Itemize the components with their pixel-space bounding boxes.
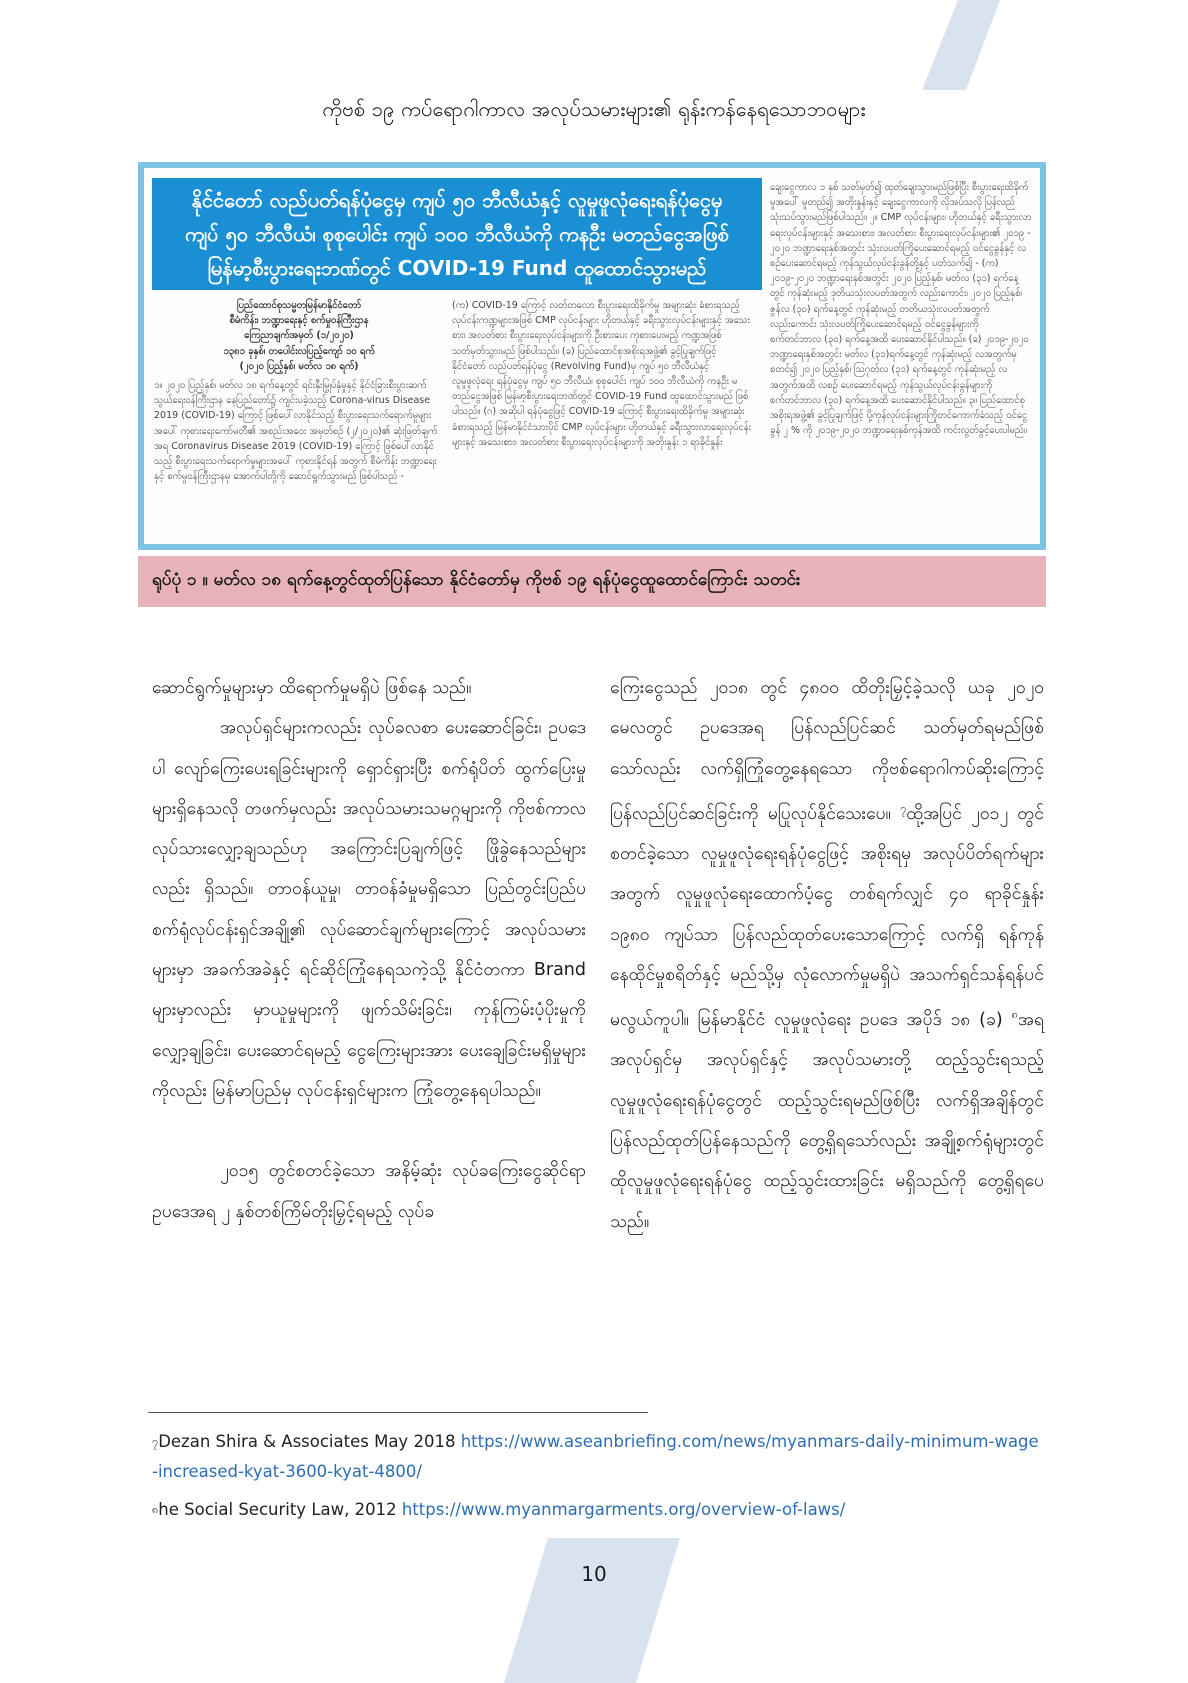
- footnote-ref-8[interactable]: ၈: [1011, 1008, 1018, 1022]
- figure-caption-text: ရုပ်ပုံ ၁ ။ မတ်လ ၁၈ ရက်နေ့တွင်ထုတ်ပြန်သော နိုင်ငံတော်မှ ကိုဗစ် ၁၉ ရန်ပုံငွေထူထောင်ကြောင်း သတင်း: [152, 570, 801, 590]
- figure-frame: [138, 162, 1046, 550]
- headline-line-3: မြန်မာ့စီးပွားရေးဘဏ်တွင် COVID-19 Fund ထူထောင်သွားမည်: [207, 256, 707, 280]
- announcement-heading-5: (၂၀၂၀ ပြည့်နှစ်၊ မတ်လ ၁၈ ရက်): [239, 360, 359, 372]
- footnote-8-mark: ၈: [152, 1503, 159, 1516]
- news-headline-banner: [152, 178, 762, 290]
- left-paragraph-3: ၂၀၁၅ တွင်စတင်ခဲ့သော အနိမ့်ဆုံး လုပ်ခကြေးငွေဆိုင်ရာ ဥပဒေအရ ၂ နှစ်တစ်ကြိမ်တိုးမြှင့်ရမည့် လုပ်ခ: [152, 1161, 586, 1222]
- footnote-8: [152, 1495, 1052, 1525]
- body-left-column: [152, 668, 586, 1232]
- headline-line-2: ကျပ် ၅၀ ဘီလီယံ၊ စုစုပေါင်း ကျပ် ၁၀၀ ဘီလီယံကို ကနဦး မတည်ငွေအဖြစ်: [185, 222, 729, 246]
- bottom-decorative-shape: [0, 1538, 1188, 1683]
- page-number: 10: [581, 1562, 607, 1586]
- running-header-title: ကိုဗစ် ၁၉ ကပ်ရောဂါကာလ အလုပ်သမားများ၏ ရုန်းကန်နေရသောဘဝများ: [322, 97, 866, 121]
- body-right-column: [610, 668, 1044, 1242]
- announcement-paragraph: ၁။ ၂၀၂၀ ပြည့်နှစ်၊ မတ်လ ၁၈ ရက်နေ့တွင် ရင်းနှီးမြှုပ်နှံမှုနှင့် နိုင်ငံခြားစီးပွားဆက်သွယ်ရေးဝန်ကြီးဌာန နေပြည်တော်၌ ကျင်းပခဲ့သည့် Corona-virus Disease 2019 (COVID-19) ကြောင့် ဖြစ်ပေါ်လာနိုင်သည့် စီးပွားရေးသက်ရောက်မှုများအပေါ် ကုစားရေးကော်မတီ၏ အစည်းအဝေး အမှတ်စဉ် (၂/၂၀၂၀)၏ ဆုံးဖြတ်ချက်အရ Coronavirus Disease 2019 (COVID-19) ကြောင့် ဖြစ်ပေါ်လာနိုင်သည့် စီးပွားရေးသက်ရောက်မှုများအပေါ် ကုစားနိုင်ရန် အတွက် စီမံကိန်း ဘဏ္ဍာရေးနှင့် စက်မှုဝန်ကြီးဌာနမှ အောက်ပါတို့ကို ဆောင်ရွက်သွားမည် ဖြစ်ပါသည် -: [154, 380, 438, 483]
- news-column-2: [452, 298, 752, 538]
- announcement-heading-3: ကြေညာချက်အမှတ် (၁/၂၀၂၀): [244, 330, 354, 342]
- footnote-7-link-cont[interactable]: -increased-kyat-3600-kyat-4800/: [152, 1462, 422, 1481]
- footnote-7-text: Dezan Shira & Associates May 2018: [158, 1432, 461, 1451]
- footnote-7-link[interactable]: https://www.aseanbriefing.com/news/myanmars-daily-minimum-wage: [460, 1432, 1039, 1451]
- news-column-3-text: ချေးငွေကာလ ၁ နှစ် သတ်မှတ်၍ ထုတ်ချေးသွားမည်ဖြစ်ပြီး စီးပွားရေးထိခိုက်မှုအပေါ် မူတည်၍ အတိုးနှုန်းနှင့် ချေးငွေကာလကို လိုအပ်သလို ပြန်လည်သုံးသပ်သွားမည်ဖြစ်ပါသည်။ ၂။ CMP လုပ်ငန်းများ၊ ဟိုတယ်နှင့် ခရီးသွားလာရေးလုပ်ငန်းများနှင့် အသေးစား၊ အလတ်စား စီးပွားရေးလုပ်ငန်းများ၏ ၂၀၁၉ - ၂၀၂၀ ဘဏ္ဍာရေးနှစ်အတွင်း သုံးလပတ်ကြိုပေးဆောင်ရမည့် ဝင်ငွေခွန်နှင့် လစဉ်ပေးဆောင်ရမည့် ကုန်သွယ်လုပ်ငန်းခွန်တို့နှင့် ပတ်သက်၍ - (က) ၂၀၁၉-၂၀၂၀ ဘဏ္ဍာရေးနှစ်အတွင်း ၂၀၂၀ ပြည့်နှစ်၊ မတ်လ (၃၁) ရက်နေ့တွင် ကုန်ဆုံးမည့် ဒုတိယသုံးလပတ်အတွက် လည်းကောင်း၊ ၂၀၂၀ ပြည့်နှစ်၊ ဇွန်လ (၃၀) ရက်နေ့တွင် ကုန်ဆုံးမည့် တတိယသုံးလပတ်အတွက်လည်းကောင်း သုံးလပတ်ကြိုပေးဆောင်ရမည့် ဝင်ငွေခွန်များကို စက်တင်ဘာလ (၃၀) ရက်နေ့အထိ ပေးဆောင်နိုင်ပါသည်။ (ခ) ၂၀၁၉-၂၀၂၀ ဘဏ္ဍာရေးနှစ်အတွင်း မတ်လ (၃၁)ရက်နေ့တွင် ကုန်ဆုံးမည့် လအတွက်မှ စတင်၍ ၂၀၂၀ ပြည့်နှစ်၊ ဩဂုတ်လ (၃၁) ရက်နေ့တွင် ကုန်ဆုံးမည့် လအတွက်အထိ လစဉ် ပေးဆောင်ရမည့် ကုန်သွယ်လုပ်ငန်းခွန်များကို စက်တင်ဘာလ (၃၀) ရက်နေ့အထိ ပေးဆောင်နိုင်ပါသည်။ ၃။ ပြည်ထောင်စုအစိုးရအဖွဲ့၏ ခွင့်ပြုချက်ဖြင့် ပို့ကုန်လုပ်ငန်းများကြိုတင်ကောက်ခံသည့် ဝင်ငွေခွန် ၂ % ကို ၂၀၁၉-၂၀၂၀ ဘဏ္ဍာရေးနှစ်ကုန်အထိ ကင်းလွတ်ခွင့်ပေးပါမည်။: [770, 182, 1032, 437]
- footnote-7: [152, 1427, 1052, 1487]
- newspaper-clipping: [144, 168, 1040, 544]
- footnote-separator: [148, 1412, 648, 1413]
- figure-caption: [138, 556, 1046, 607]
- announcement-heading-1: ပြည်ထောင်စုသမ္မတမြန်မာနိုင်ငံတော်: [237, 300, 361, 311]
- news-column-1: [154, 298, 444, 538]
- footnote-7-mark: ၇: [152, 1435, 159, 1448]
- right-paragraph-1c: အရ အလုပ်ရှင်မှ အလုပ်ရှင်နှင့် အလုပ်သမားတို့ ထည့်သွင်းရသည့် လူမှုဖူလုံရေးရန်ပုံငွေတွင် ထည့်သွင်းရမည်ဖြစ်ပြီး လက်ရှိအချိန်တွင် ပြန်လည်ထုတ်ပြန်နေသည်ကို တွေ့ရှိရသော်လည်း အချို့စက်ရုံများတွင် ထိုလူမှုဖူလုံရေးရန်ပုံငွေ ထည့်သွင်းထားခြင်း မရှိသည်ကို တွေ့ရှိရပေသည်။: [610, 1010, 1044, 1232]
- footnote-ref-7[interactable]: ၇: [900, 801, 907, 815]
- news-column-2-text: (က) COVID-19 ကြောင့် လတ်တလော စီးပွားရေးထိခိုက်မှု အများဆုံး ခံစားရသည့် လုပ်ငန်းကဏ္ဍများအဖြစ် CMP လုပ်ငန်းများ ဟိုတယ်နှင့် ခရီးသွားလုပ်ငန်းများနှင့် အသေးစား၊ အလတ်စား စီးပွားရေးလုပ်ငန်းများကို ဦးစားပေး ကုစားပေးမည့် ကဏ္ဍအဖြစ် သတ်မှတ်သွားမည် ဖြစ်ပါသည်။ (ခ) ပြည်ထောင်စုအစိုးရအဖွဲ့၏ ခွင့်ပြုချက်ဖြင့် နိုင်ငံတော် လည်ပတ်ရန်ပုံငွေ (Revolving Fund)မှ ကျပ် ၅၀ ဘီလီယံနှင့် လူမှုဖူလုံရေး ရန်ပုံငွေမှ ကျပ် ၅၀ ဘီလီယံ၊ စုစုပေါင်း ကျပ် ၁၀၀ ဘီလီယံကို ကနဦး မတည်ငွေအဖြစ် မြန်မာ့စီးပွားရေးဘဏ်တွင် COVID-19 Fund ထူထောင်သွားမည် ဖြစ်ပါသည်။ (ဂ) အဆိုပါ ရန်ပုံငွေဖြင့် COVID-19 ကြောင့် စီးပွားရေးထိခိုက်မှု အများဆုံး ခံစားရသည့် မြန်မာနိုင်ငံသားပိုင် CMP လုပ်ငန်းများ ဟိုတယ်နှင့် ခရီးသွားလာရေးလုပ်ငန်းများနှင့် အသေးစား၊ အလတ်စား စီးပွားရေးလုပ်ငန်းများကို အတိုးနှုန်း ၁ ရာခိုင်နှုန်း: [452, 300, 751, 448]
- right-paragraph-1a: ကြေးငွေသည် ၂၀၁၈ တွင် ၄၈၀၀ ထိတိုးမြှင့်ခဲ့သလို ယခု ၂၀၂၀ မေလတွင် ဥပဒေအရ ပြန်လည်ပြင်ဆင် သတ်မှတ်ရမည်ဖြစ်သော်လည်း လက်ရှိကြုံတွေ့နေရသော ကိုဗစ်ရောဂါကပ်ဆိုးကြောင့် ပြန်လည်ပြင်ဆင်ခြင်းကို မပြုလုပ်နိုင်သေးပေ။: [610, 678, 1044, 824]
- news-column-3: [770, 180, 1032, 538]
- footnote-8-text: he Social Security Law, 2012: [158, 1500, 402, 1519]
- top-right-decorative-shape: [0, 0, 1188, 96]
- announcement-heading-4: ၁၃၈၁ ခုနှစ်၊ တပေါင်းလပြည့်ကျော် ၁၀ ရက်: [223, 345, 375, 357]
- headline-line-1: နိုင်ငံတော် လည်ပတ်ရန်ပုံငွေမှ ကျပ် ၅၀ ဘီလီယံနှင့် လူမှုဖူလုံရေးရန်ပုံငွေမှ: [191, 188, 723, 212]
- left-paragraph-2: အလုပ်ရှင်များကလည်း လုပ်ခလစာ ပေးဆောင်ခြင်း၊ ဥပဒေပါ လျော်ကြေးပေးရခြင်းများကို ရှောင်ရှားပြီး စက်ရုံပိတ် ထွက်ပြေးမှုများရှိနေသလို တဖက်မှလည်း အလုပ်သမားသမဂ္ဂများကို ကိုဗစ်ကာလ လုပ်သားလျှော့ချသည်ဟု အကြောင်းပြချက်ဖြင့် ဖြိုခွဲနေသည်များလည်း ရှိသည်။ တာဝန်ယူမှု၊ တာဝန်ခံမှုမရှိသော ပြည်တွင်းပြည်ပ စက်ရုံလုပ်ငန်းရှင်အချို့၏ လုပ်ဆောင်ချက်များကြောင့် အလုပ်သမားများမှာ အခက်အခဲနှင့် ရင်ဆိုင်ကြုံနေရသကဲ့သို့ နိုင်ငံတကာ Brand များမှာလည်း မှာယူမှုများကို ဖျက်သိမ်းခြင်း၊ ကုန်ကြမ်းပံ့ပိုးမှုကို လျှော့ချခြင်း၊ ပေးဆောင်ရမည့် ငွေကြေးများအား ပေးချေခြင်းမရှိမှုများကိုလည်း မြန်မာပြည်မှ လုပ်ငန်းရှင်များက ကြုံတွေ့နေရပါသည်။: [152, 718, 586, 1101]
- right-paragraph-1b: ထို့အပြင် ၂၀၁၂ တွင် စတင်ခဲ့သော လူမှုဖူလုံရေးရန်ပုံငွေဖြင့် အစိုးရမှ အလုပ်ပိတ်ရက်များအတွက် လူမှုဖူလုံရေးထောက်ပံ့ငွေ တစ်ရက်လျှင် ၄၀ ရာခိုင်နှုန်း ၁၉၈၀ ကျပ်သာ ပြန်လည်ထုတ်ပေးသောကြောင့် လက်ရှိ ရန်ကုန်နေထိုင်မှုစရိတ်နှင့် မည်သို့မှ လုံလောက်မှုမရှိပဲ အသက်ရှင်သန်ရန်ပင် မလွယ်ကူပါ။ မြန်မာနိုင်ငံ လူမှုဖူလုံရေး ဥပဒေ အပိုဒ် ၁၈ (ခ): [610, 803, 1044, 1031]
- footnote-8-link[interactable]: https://www.myanmargarments.org/overview-of-laws/: [401, 1500, 846, 1519]
- paragraph-gap: [152, 1111, 586, 1151]
- announcement-heading-2: စီမံကိန်း၊ ဘဏ္ဍာရေးနှင့် စက်မှုဝန်ကြီးဌာန: [229, 315, 369, 327]
- left-paragraph-1: ဆောင်ရွက်မှုများမှာ ထိရောက်မှုမရှိပဲ ဖြစ်နေ သည်။: [152, 678, 472, 698]
- right-paragraph-1: [610, 668, 1044, 1242]
- news-clipping-figure: [138, 162, 1046, 607]
